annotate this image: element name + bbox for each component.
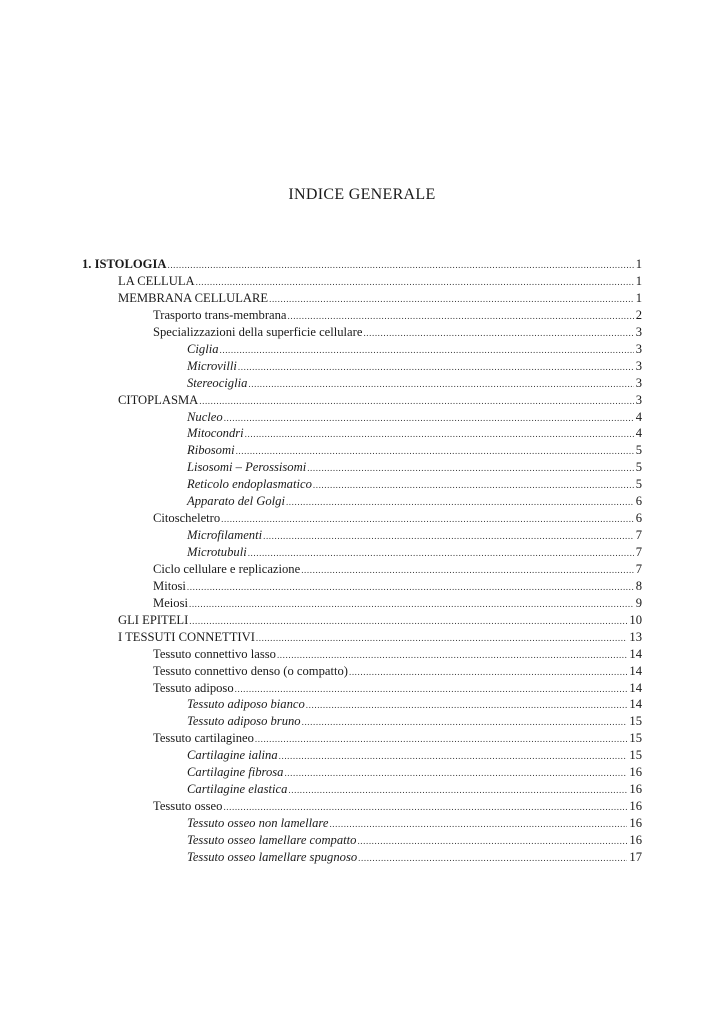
toc-entry-title: Trasporto trans-membrana — [153, 307, 287, 322]
toc-entry-title: LA CELLULA — [118, 274, 195, 288]
toc-entry-title: 1. ISTOLOGIA — [82, 257, 167, 271]
toc-entry-title: Stereociglia — [187, 375, 248, 390]
toc-entry-page-number: 16 — [629, 799, 642, 814]
toc-entry-title: Cartilagine ialina — [187, 748, 278, 763]
toc-entry[interactable] — [82, 527, 642, 544]
toc-entry[interactable] — [82, 578, 642, 595]
dot-leader — [255, 730, 628, 747]
toc-entry-title: I TESSUTI CONNETTIVI — [118, 629, 255, 644]
toc-entry-page-number: 4 — [635, 426, 642, 441]
toc-entry-title: Meiosi — [153, 595, 188, 610]
toc-entry-page-number: 3 — [635, 392, 642, 407]
toc-entry[interactable] — [82, 256, 642, 273]
toc-entry-page-number: 2 — [635, 307, 642, 322]
toc-entry-title: Tessuto cartilagineo — [153, 731, 254, 746]
toc-entry[interactable] — [82, 510, 642, 527]
toc-entry[interactable] — [82, 476, 642, 493]
dot-leader — [235, 680, 628, 697]
dot-leader — [313, 476, 634, 493]
toc-entry[interactable] — [82, 409, 642, 426]
toc-entry-page-number: 9 — [635, 595, 642, 610]
dot-leader — [256, 629, 628, 646]
toc-entry-page-number: 14 — [629, 680, 642, 695]
toc-entry-page-number: 17 — [629, 849, 642, 864]
toc-entry-page-number: 3 — [635, 358, 642, 373]
dot-leader — [286, 493, 634, 510]
dot-leader — [277, 646, 627, 663]
toc-entry-page-number: 16 — [629, 782, 642, 797]
toc-entry-title: Microtubuli — [187, 545, 247, 559]
toc-entry-title: CITOPLASMA — [118, 392, 199, 407]
toc-entry[interactable] — [82, 696, 642, 713]
dot-leader — [306, 696, 628, 713]
toc-entry-page-number: 14 — [629, 646, 642, 661]
toc-entry-title: Lisosomi – Perossisomi — [187, 460, 307, 475]
toc-entry[interactable] — [82, 815, 642, 832]
dot-leader — [238, 358, 634, 375]
toc-entry-page-number: 7 — [635, 561, 642, 576]
dot-leader — [245, 425, 634, 442]
toc-entry-title: Tessuto adiposo — [153, 680, 234, 695]
toc-entry-title: Tessuto adiposo bianco — [187, 697, 305, 712]
toc-entry[interactable] — [82, 680, 642, 697]
toc-entry-page-number: 10 — [629, 612, 642, 627]
toc-entry-page-number: 16 — [629, 816, 642, 830]
table-of-contents — [82, 256, 642, 866]
toc-entry-title: Mitosi — [153, 578, 186, 593]
dot-leader — [189, 595, 634, 612]
toc-entry-page-number: 15 — [629, 731, 642, 746]
toc-entry-title: Citoscheletro — [153, 511, 221, 526]
toc-entry-page-number: 3 — [635, 375, 642, 390]
dot-leader — [302, 713, 628, 730]
dot-leader — [288, 781, 627, 798]
toc-entry[interactable] — [82, 663, 642, 680]
toc-entry-title: Tessuto osseo non lamellare — [187, 816, 329, 830]
dot-leader — [167, 256, 633, 273]
toc-entry[interactable] — [82, 425, 642, 442]
toc-entry[interactable] — [82, 646, 642, 663]
toc-entry-title: Tessuto connettivo denso (o compatto) — [153, 663, 348, 678]
toc-entry-page-number: 3 — [635, 341, 642, 356]
toc-entry[interactable] — [82, 798, 642, 815]
dot-leader — [307, 459, 634, 476]
toc-entry-page-number: 4 — [635, 409, 642, 424]
toc-entry[interactable] — [82, 612, 642, 629]
toc-entry[interactable] — [82, 595, 642, 612]
toc-entry[interactable] — [82, 764, 642, 781]
toc-entry-title: Tessuto osseo — [153, 799, 223, 814]
toc-entry-title: Microvilli — [187, 358, 237, 373]
toc-entry[interactable] — [82, 544, 642, 561]
toc-entry-title: MEMBRANA CELLULARE — [118, 290, 269, 305]
toc-entry-title: Tessuto adiposo bruno — [187, 714, 301, 729]
toc-entry[interactable] — [82, 459, 642, 476]
toc-entry-page-number: 15 — [629, 748, 642, 763]
toc-entry-title: Nucleo — [187, 409, 223, 424]
toc-entry-page-number: 15 — [629, 714, 642, 729]
toc-entry-page-number: 16 — [629, 765, 642, 780]
dot-leader — [248, 375, 633, 392]
toc-entry-title: GLI EPITELI — [118, 612, 189, 627]
toc-entry-page-number: 7 — [635, 545, 642, 559]
dot-leader — [263, 527, 634, 544]
dot-leader — [288, 307, 634, 324]
dot-leader — [269, 290, 634, 307]
toc-entry-page-number: 5 — [635, 443, 642, 458]
toc-entry[interactable] — [82, 442, 642, 459]
toc-entry-title: Cartilagine fibrosa — [187, 765, 284, 780]
toc-entry-title: Tessuto osseo lamellare compatto — [187, 832, 357, 847]
dot-leader — [224, 409, 634, 426]
toc-entry[interactable] — [82, 561, 642, 578]
dot-leader — [349, 663, 627, 680]
toc-entry-page-number: 1 — [635, 290, 642, 305]
toc-entry-page-number: 6 — [635, 511, 642, 526]
toc-entry[interactable] — [82, 730, 642, 747]
toc-entry-title: Tessuto connettivo lasso — [153, 646, 276, 661]
toc-entry[interactable] — [82, 358, 642, 375]
dot-leader — [196, 273, 634, 290]
toc-entry[interactable] — [82, 392, 642, 409]
dot-leader — [329, 815, 627, 832]
dot-leader — [301, 561, 634, 578]
toc-entry[interactable] — [82, 713, 642, 730]
dot-leader — [223, 798, 627, 815]
toc-entry-page-number: 8 — [635, 578, 642, 593]
page-title: INDICE GENERALE — [288, 186, 436, 203]
toc-entry-title: Tessuto osseo lamellare spugnoso — [187, 849, 358, 864]
toc-entry-title: Reticolo endoplasmatico — [187, 477, 312, 492]
toc-entry-page-number: 1 — [635, 274, 642, 288]
toc-entry-title: Mitocondri — [187, 426, 244, 441]
toc-entry[interactable] — [82, 849, 642, 866]
dot-leader — [199, 392, 633, 409]
toc-entry-page-number: 7 — [635, 528, 642, 543]
toc-entry-page-number: 13 — [629, 629, 642, 644]
toc-entry-page-number: 14 — [629, 697, 642, 712]
toc-entry-title: Ciclo cellulare e replicazione — [153, 561, 301, 576]
toc-entry-page-number: 14 — [629, 663, 642, 678]
toc-entry-title: Ribosomi — [187, 443, 235, 458]
toc-entry[interactable] — [82, 832, 642, 849]
toc-entry[interactable] — [82, 747, 642, 764]
toc-entry-page-number: 16 — [629, 832, 642, 847]
toc-entry[interactable] — [82, 375, 642, 392]
toc-entry-title: Specializzazioni della superficie cellulare — [153, 324, 363, 339]
dot-leader — [363, 324, 633, 341]
toc-entry-page-number: 1 — [635, 257, 642, 271]
toc-entry-page-number: 3 — [635, 324, 642, 339]
dot-leader — [220, 341, 634, 358]
toc-entry[interactable] — [82, 324, 642, 341]
toc-entry[interactable] — [82, 629, 642, 646]
dot-leader — [284, 764, 627, 781]
toc-entry-title: Cartilagine elastica — [187, 782, 288, 797]
dot-leader — [236, 442, 634, 459]
dot-leader — [187, 578, 634, 595]
dot-leader — [189, 612, 627, 629]
toc-entry[interactable] — [82, 307, 642, 324]
toc-entry-page-number: 6 — [635, 494, 642, 509]
dot-leader — [358, 849, 627, 866]
toc-entry-page-number: 5 — [635, 460, 642, 475]
toc-entry[interactable] — [82, 781, 642, 798]
toc-entry-title: Apparato del Golgi — [187, 494, 285, 509]
toc-entry-page-number: 5 — [635, 477, 642, 492]
toc-entry[interactable] — [82, 290, 642, 307]
dot-leader — [248, 544, 634, 561]
toc-entry[interactable] — [82, 341, 642, 358]
toc-entry[interactable] — [82, 273, 642, 290]
dot-leader — [279, 747, 628, 764]
toc-entry[interactable] — [82, 493, 642, 510]
dot-leader — [357, 832, 627, 849]
toc-entry-title: Microfilamenti — [187, 528, 263, 543]
dot-leader — [221, 510, 634, 527]
toc-entry-title: Ciglia — [187, 341, 219, 356]
